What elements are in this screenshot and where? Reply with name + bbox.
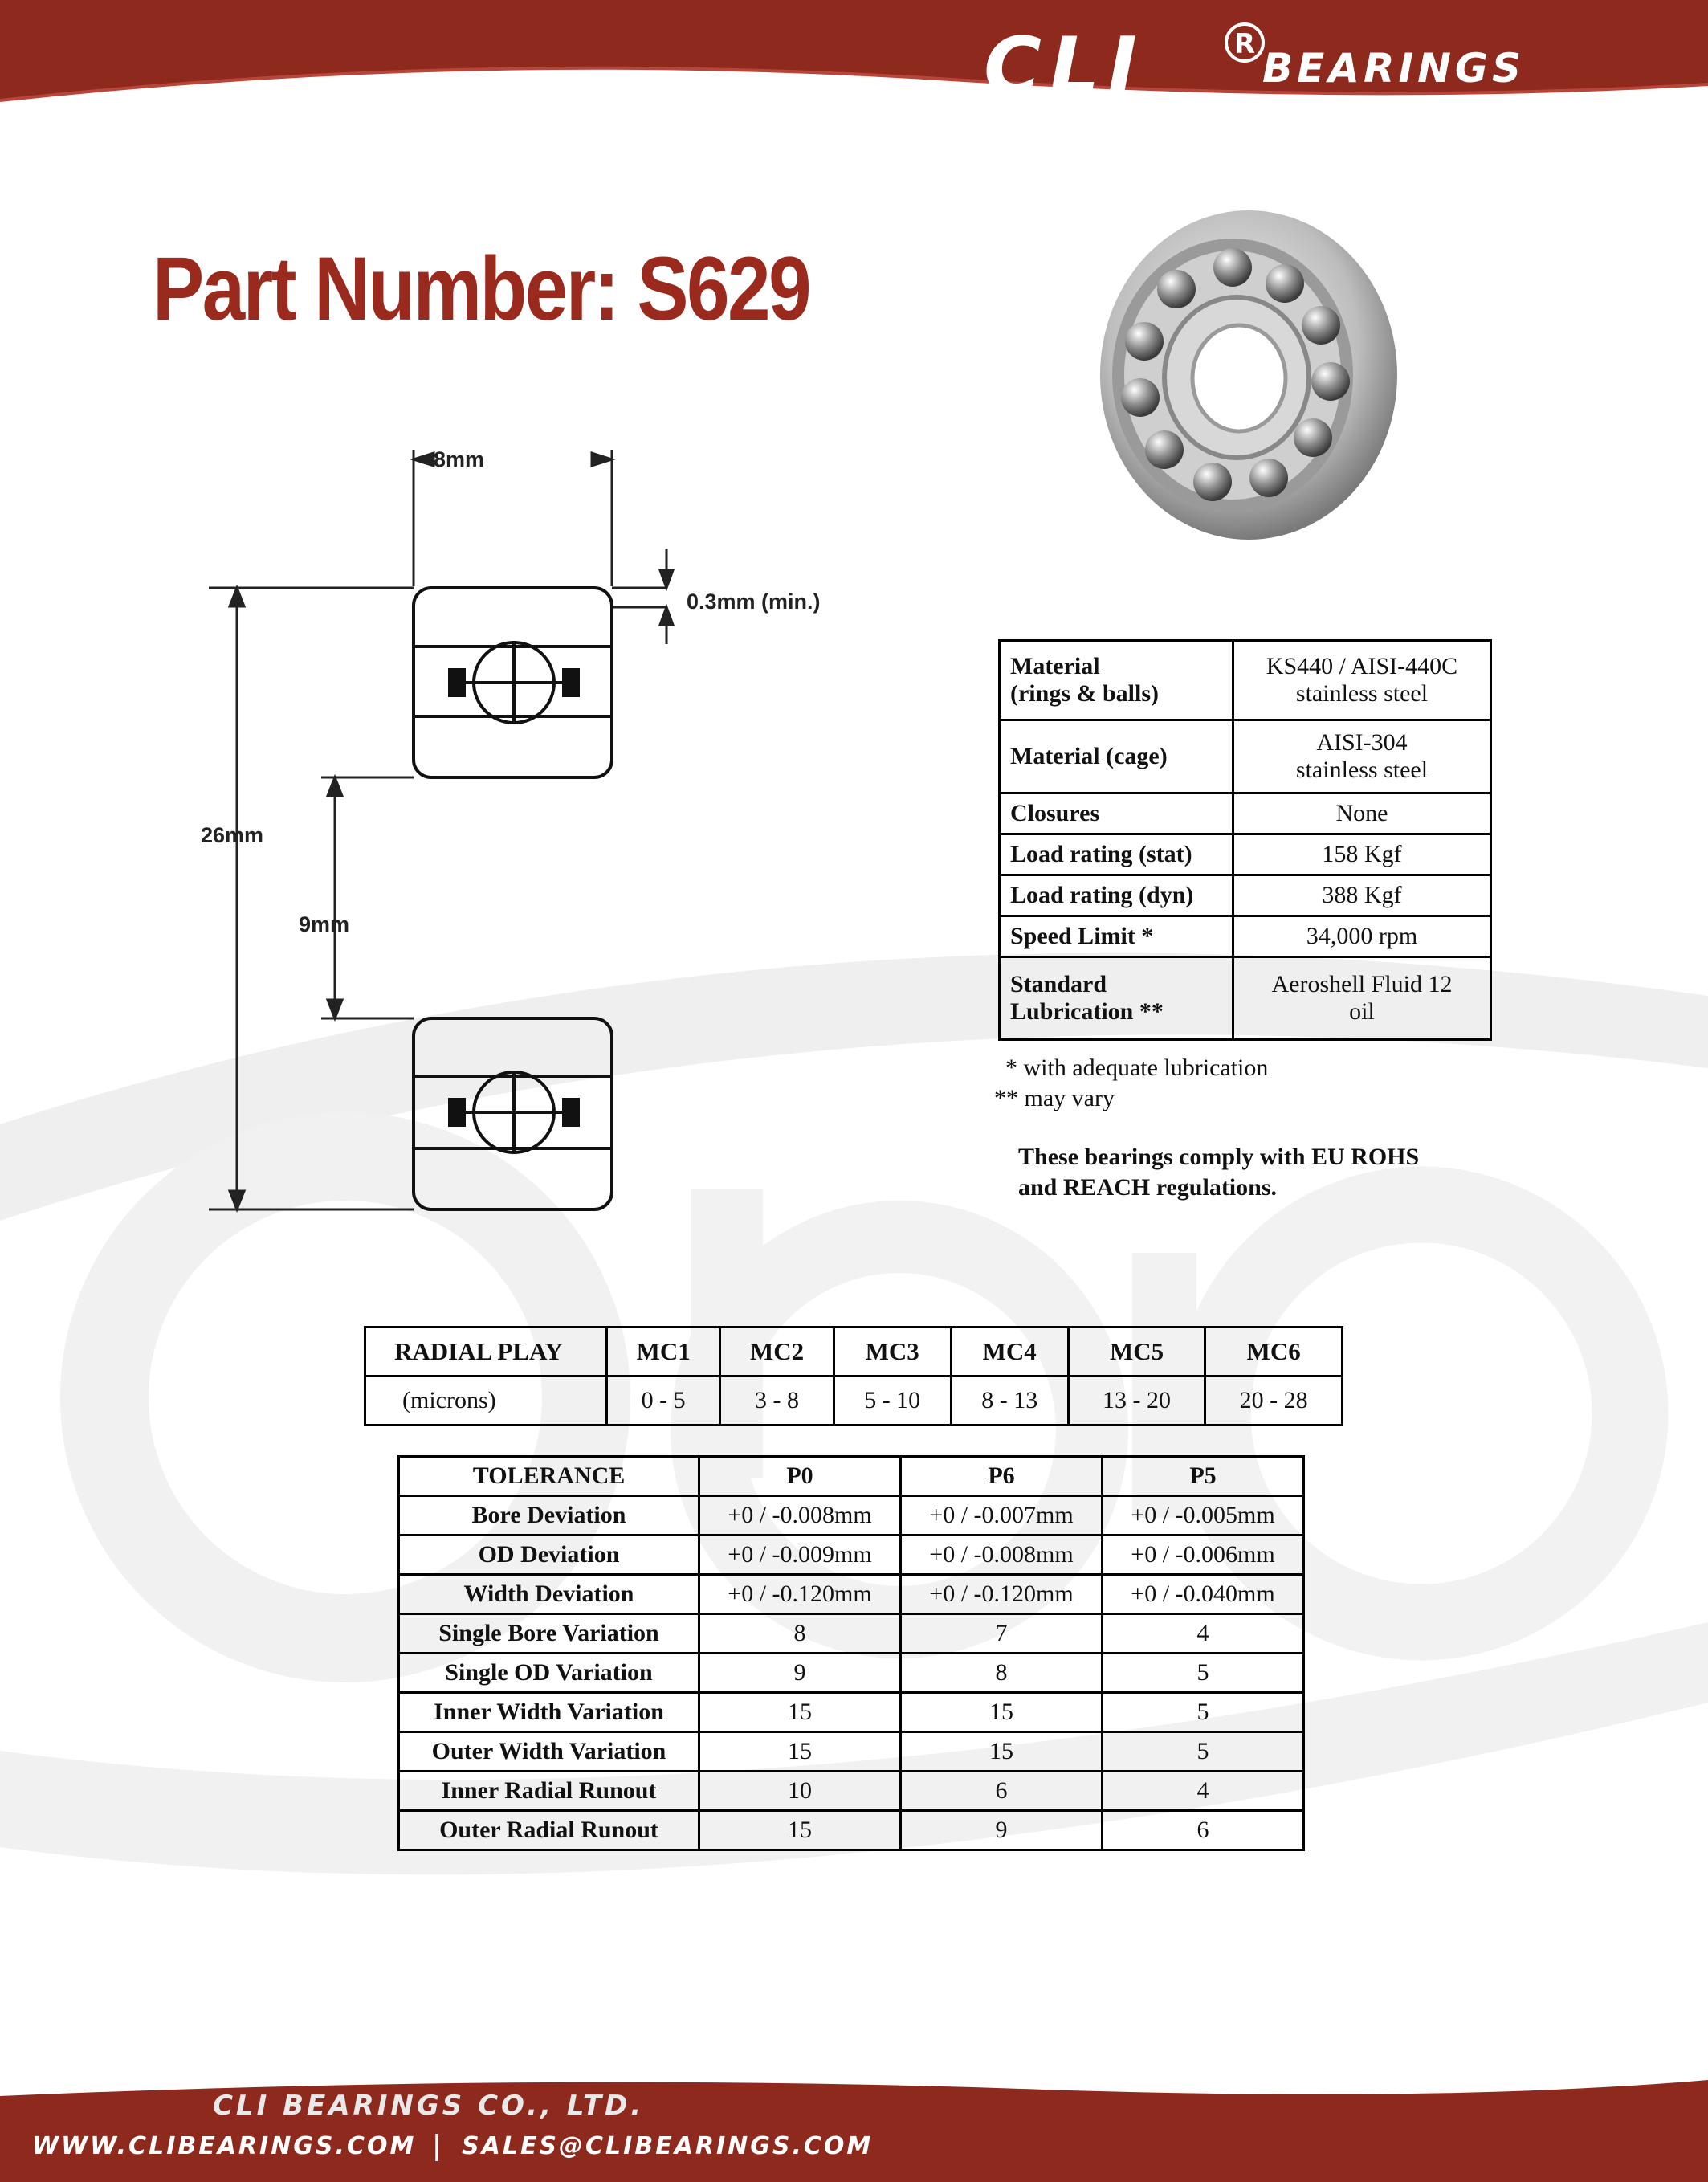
tolerance-row-label: Single OD Variation	[399, 1654, 699, 1693]
spec-value: Aeroshell Fluid 12 oil	[1233, 957, 1491, 1040]
spec-row	[1000, 875, 1491, 916]
radial-play-cell: 0 - 5	[607, 1376, 720, 1425]
tolerance-cell: +0 / -0.008mm	[699, 1496, 901, 1536]
spec-value: 34,000 rpm	[1233, 916, 1491, 957]
bearing-photo	[1080, 197, 1401, 550]
tolerance-cell: +0 / -0.007mm	[901, 1496, 1103, 1536]
radial-play-cell: 13 - 20	[1068, 1376, 1205, 1425]
radial-play-table	[364, 1326, 1343, 1426]
tolerance-cell: 15	[699, 1693, 901, 1732]
spec-row	[1000, 957, 1491, 1040]
tolerance-row	[399, 1536, 1304, 1575]
radial-play-header: RADIAL PLAY	[365, 1328, 607, 1376]
tolerance-cell: 8	[699, 1614, 901, 1654]
radial-play-cell: 20 - 28	[1205, 1376, 1343, 1425]
tolerance-cell: 9	[901, 1811, 1103, 1850]
tolerance-cell: 15	[901, 1732, 1103, 1772]
tolerance-row-label: Inner Radial Runout	[399, 1772, 699, 1811]
logo-bearings-text: BEARINGS	[1262, 45, 1525, 92]
spec-key: Material (cage)	[1000, 720, 1233, 793]
tolerance-row	[399, 1693, 1304, 1732]
tolerance-cell: 5	[1103, 1732, 1304, 1772]
tolerance-row-label: Single Bore Variation	[399, 1614, 699, 1654]
spec-key: Load rating (stat)	[1000, 834, 1233, 875]
radial-play-header: MC1	[607, 1328, 720, 1376]
tolerance-cell: 10	[699, 1772, 901, 1811]
radial-play-header: MC2	[720, 1328, 834, 1376]
tolerance-row-label: Outer Radial Runout	[399, 1811, 699, 1850]
radial-play-header: MC4	[951, 1328, 1068, 1376]
tolerance-header-row	[399, 1457, 1304, 1496]
tolerance-cell: +0 / -0.009mm	[699, 1536, 901, 1575]
spec-row	[1000, 720, 1491, 793]
bore-dimension-label: 9mm	[299, 912, 350, 936]
spec-value: None	[1233, 793, 1491, 834]
tolerance-row	[399, 1772, 1304, 1811]
tolerance-row	[399, 1654, 1304, 1693]
tolerance-cell: 8	[901, 1654, 1103, 1693]
radial-play-row	[365, 1376, 1343, 1425]
tolerance-row	[399, 1732, 1304, 1772]
spec-row	[1000, 793, 1491, 834]
footer-email-link[interactable]: SALES@CLIBEARINGS.COM	[462, 2132, 874, 2160]
spec-row	[1000, 916, 1491, 957]
tolerance-row	[399, 1575, 1304, 1614]
width-dimension-label: 8mm	[434, 447, 485, 471]
footer-separator: |	[432, 2130, 442, 2162]
tolerance-header: P6	[901, 1457, 1103, 1496]
spec-key: Material (rings & balls)	[1000, 641, 1233, 720]
tolerance-row	[399, 1614, 1304, 1654]
spec-key: Load rating (dyn)	[1000, 875, 1233, 916]
tolerance-cell: 7	[901, 1614, 1103, 1654]
tolerance-row-label: OD Deviation	[399, 1536, 699, 1575]
compliance-note: These bearings comply with EU ROHS and REACH regulations.	[1018, 1144, 1420, 1201]
tolerance-row-label: Inner Width Variation	[399, 1693, 699, 1732]
tolerance-header: P5	[1103, 1457, 1304, 1496]
tolerance-table	[397, 1455, 1305, 1851]
tolerance-row-label: Outer Width Variation	[399, 1732, 699, 1772]
tolerance-cell: 6	[1103, 1811, 1304, 1850]
od-dimension-label: 26mm	[201, 823, 264, 847]
tolerance-cell: +0 / -0.040mm	[1103, 1575, 1304, 1614]
radial-play-unit: (microns)	[365, 1376, 607, 1425]
radial-play-cell: 5 - 10	[834, 1376, 951, 1425]
radial-play-header: MC6	[1205, 1328, 1343, 1376]
tolerance-cell: 5	[1103, 1654, 1304, 1693]
spec-table	[998, 639, 1492, 1041]
tolerance-cell: +0 / -0.120mm	[901, 1575, 1103, 1614]
spec-value: 388 Kgf	[1233, 875, 1491, 916]
chamfer-dimension-label: 0.3mm (min.)	[687, 589, 821, 614]
footer-band	[0, 2072, 1708, 2182]
tolerance-cell: +0 / -0.008mm	[901, 1536, 1103, 1575]
tolerance-cell: 15	[901, 1693, 1103, 1732]
tolerance-cell: 4	[1103, 1772, 1304, 1811]
radial-play-header-row	[365, 1328, 1343, 1376]
tolerance-cell: 4	[1103, 1614, 1304, 1654]
spec-key: Closures	[1000, 793, 1233, 834]
footer-website-link[interactable]: WWW.CLIBEARINGS.COM	[32, 2132, 417, 2160]
tolerance-row	[399, 1496, 1304, 1536]
spec-row	[1000, 641, 1491, 720]
spec-row	[1000, 834, 1491, 875]
tolerance-cell: 6	[901, 1772, 1103, 1811]
tolerance-cell: 15	[699, 1732, 901, 1772]
spec-value: KS440 / AISI-440C stainless steel	[1233, 641, 1491, 720]
registered-mark: R	[1225, 22, 1265, 63]
footnote-lubrication: ** may vary	[994, 1085, 1115, 1111]
radial-play-header: MC3	[834, 1328, 951, 1376]
spec-value: AISI-304 stainless steel	[1233, 720, 1491, 793]
tolerance-cell: +0 / -0.005mm	[1103, 1496, 1304, 1536]
tolerance-header: TOLERANCE	[399, 1457, 699, 1496]
radial-play-cell: 8 - 13	[951, 1376, 1068, 1425]
footnote-speed: * with adequate lubrication	[1005, 1054, 1269, 1081]
tolerance-header: P0	[699, 1457, 901, 1496]
page-title: Part Number: S629	[153, 239, 809, 339]
tolerance-row-label: Bore Deviation	[399, 1496, 699, 1536]
cross-section-drawing	[185, 434, 867, 1221]
logo-cli-text: CLI	[984, 21, 1145, 112]
tolerance-cell: 9	[699, 1654, 901, 1693]
spec-value: 158 Kgf	[1233, 834, 1491, 875]
tolerance-row-label: Width Deviation	[399, 1575, 699, 1614]
spec-key: Standard Lubrication **	[1000, 957, 1233, 1040]
tolerance-cell: +0 / -0.120mm	[699, 1575, 901, 1614]
radial-play-cell: 3 - 8	[720, 1376, 834, 1425]
footer-company-name: CLI BEARINGS CO., LTD.	[213, 2090, 645, 2122]
tolerance-cell: 5	[1103, 1693, 1304, 1732]
tolerance-cell: +0 / -0.006mm	[1103, 1536, 1304, 1575]
tolerance-cell: 15	[699, 1811, 901, 1850]
spec-key: Speed Limit *	[1000, 916, 1233, 957]
radial-play-header: MC5	[1068, 1328, 1205, 1376]
tolerance-row	[399, 1811, 1304, 1850]
